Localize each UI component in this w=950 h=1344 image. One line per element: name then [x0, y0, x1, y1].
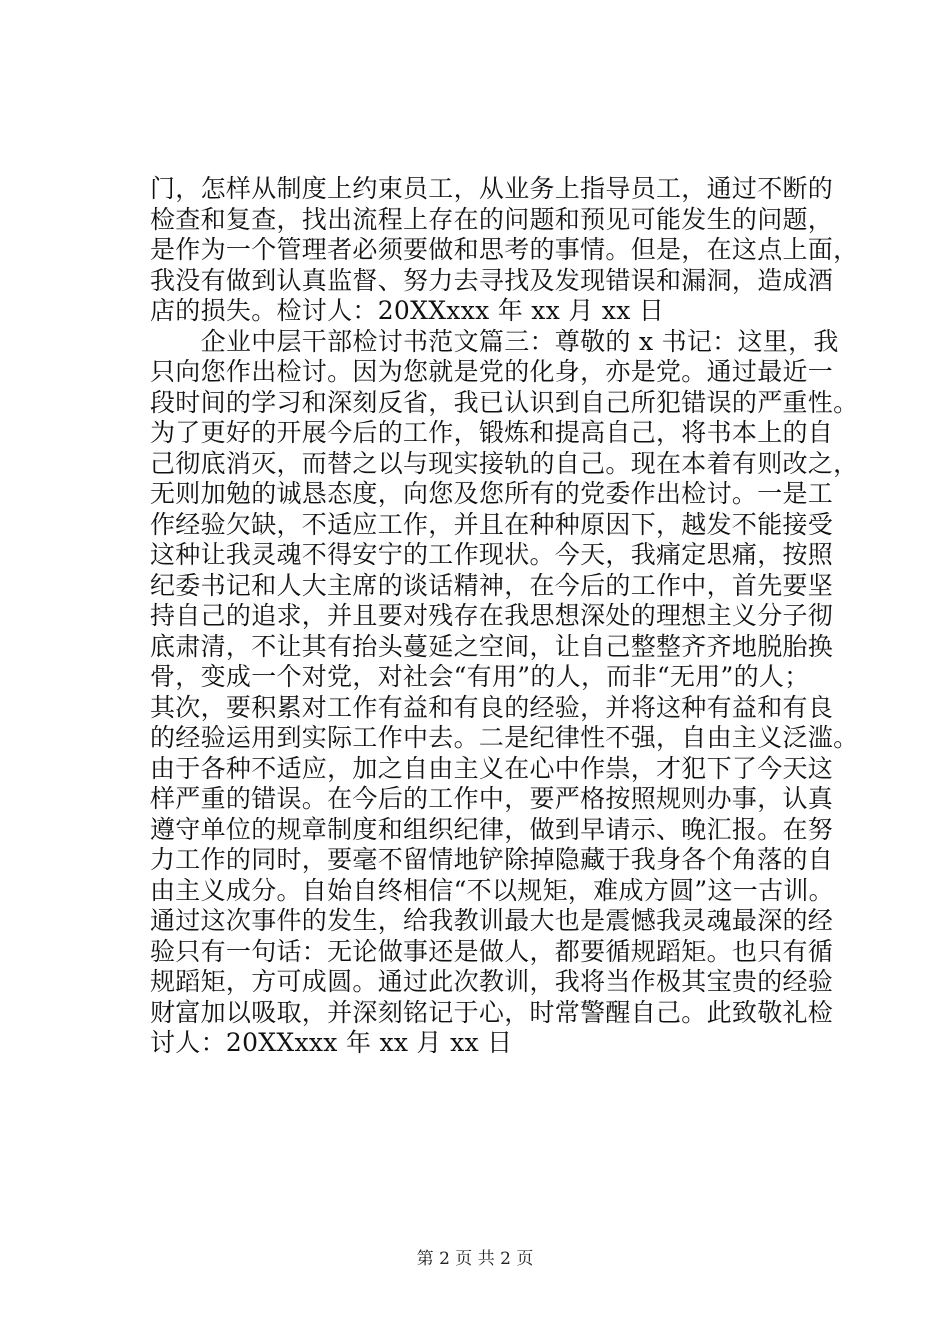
text-line: 纪委书记和人大主席的谈话精神，在今后的工作中，首先要坚 [150, 570, 834, 600]
text-line: 为了更好的开展今后的工作，锻炼和提高自己，将书本上的自 [150, 418, 834, 447]
page-footer [0, 1244, 950, 1269]
text-line: 力工作的同时，要毫不留情地铲除掉隐藏于我身各个角落的自 [150, 845, 834, 874]
text-line: 底肃清，不让其有抬头蔓延之空间，让自己整整齐齐地脱胎换 [150, 631, 834, 661]
text-line: 门，怎样从制度上约束员工，从业务上指导员工，通过不断的 [150, 174, 834, 203]
text-line: 骨，变成一个对党，对社会“有用”的人，而非“无用”的人； [150, 662, 810, 691]
text-line: 只向您作出检讨。因为您就是党的化身，亦是党。通过最近一 [150, 357, 834, 386]
text-line: 财富加以吸取，并深刻铭记于心，时常警醒自己。此致敬礼检 [150, 997, 834, 1027]
text-line: 由于各种不适应，加之自由主义在心中作祟，才犯下了今天这 [150, 753, 834, 783]
text-line: 检查和复查，找出流程上存在的问题和预见可能发生的问题， [150, 204, 834, 234]
page-number: 第 2 页 共 2 页 [416, 1249, 534, 1269]
text-line: 段时间的学习和深刻反省，我已认识到自己所犯错误的严重性。 [150, 387, 859, 417]
text-line: 己彻底消灭，而替之以与现实接轨的自己。现在本着有则改之， [150, 448, 859, 478]
text-line: 通过这次事件的发生，给我教训最大也是震憾我灵魂最深的经 [150, 906, 834, 935]
text-line: 店的损失。检讨人：20XXxxx 年 xx 月 xx 日 [150, 296, 665, 325]
text-line: 的经验运用到实际工作中去。二是纪律性不强，自由主义泛滥。 [150, 723, 859, 752]
text-line: 无则加勉的诚恳态度，向您及您所有的党委作出检讨。一是工 [150, 479, 834, 508]
text-line: 企业中层干部检讨书范文篇三：尊敬的 x 书记：这里，我 [150, 326, 839, 356]
document-body [150, 174, 859, 1059]
text-line: 遵守单位的规章制度和组织纪律，做到早请示、晚汇报。在努 [150, 814, 834, 844]
text-line: 讨人：20XXxxx 年 xx 月 xx 日 [150, 1028, 513, 1057]
text-line: 作经验欠缺，不适应工作，并且在种种原因下，越发不能接受 [150, 509, 834, 539]
text-line: 样严重的错误。在今后的工作中，要严格按照规则办事，认真 [150, 784, 834, 813]
text-line: 是作为一个管理者必须要做和思考的事情。但是，在这点上面， [150, 235, 859, 264]
text-line: 验只有一句话：无论做事还是做人，都要循规蹈矩。也只有循 [150, 936, 834, 966]
text-line: 我没有做到认真监督、努力去寻找及发现错误和漏洞，造成酒 [150, 265, 834, 295]
text-line: 由主义成分。自始自终相信“不以规矩，难成方圆”这一古训。 [150, 875, 834, 905]
text-line: 其次，要积累对工作有益和有良的经验，并将这种有益和有良 [150, 692, 834, 722]
text-line: 规蹈矩，方可成圆。通过此次教训，我将当作极其宝贵的经验 [150, 967, 834, 996]
text-line: 这种让我灵魂不得安宁的工作现状。今天，我痛定思痛，按照 [150, 540, 834, 569]
text-line: 持自己的追求，并且要对残存在我思想深处的理想主义分子彻 [150, 601, 834, 630]
